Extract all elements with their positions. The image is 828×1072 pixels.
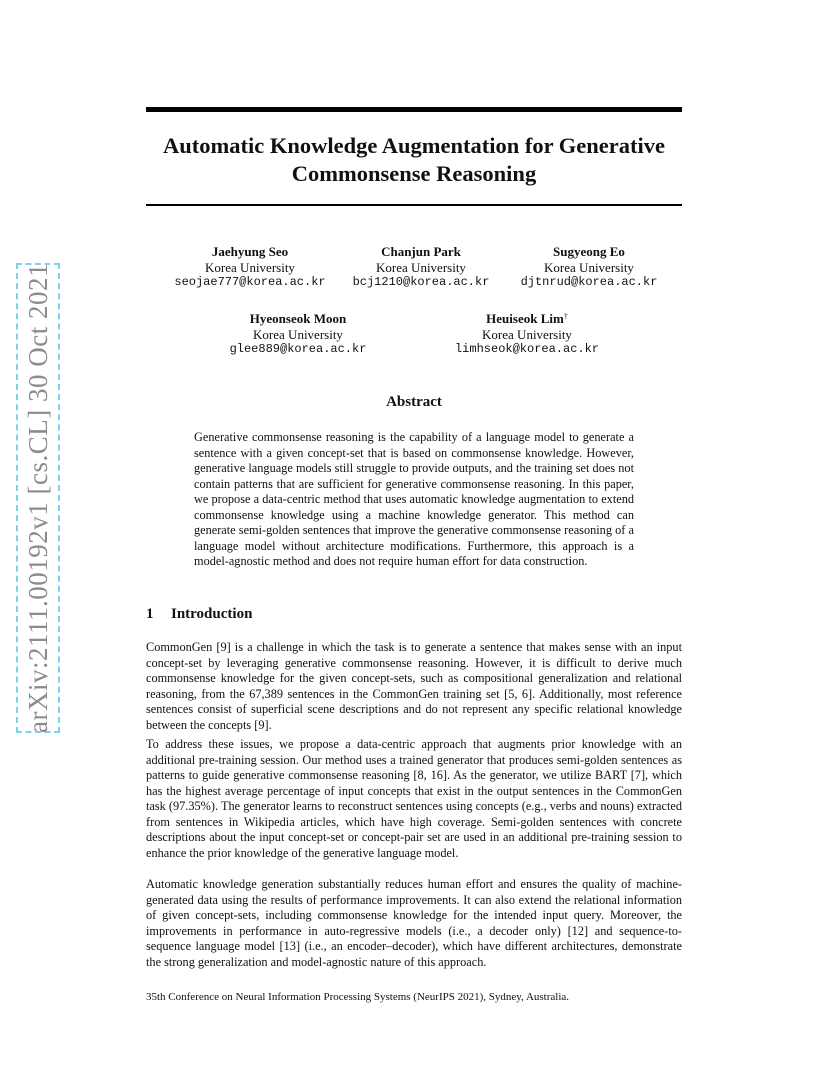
author-block <box>437 311 617 358</box>
author-block <box>499 244 679 291</box>
section-heading <box>146 606 252 623</box>
corresponding-author-mark: † <box>563 312 568 321</box>
author-email[interactable]: bcj1210@korea.ac.kr <box>352 275 490 289</box>
author-name: Chanjun Park <box>381 244 461 259</box>
title-line-2: Commonsense Reasoning <box>291 161 537 186</box>
author-name: Sugyeong Eo <box>553 244 625 259</box>
author-affiliation: Korea University <box>482 326 572 342</box>
title-rule-top <box>146 107 682 112</box>
section-title: Introduction <box>171 606 253 622</box>
arxiv-stamp <box>16 263 60 733</box>
intro-paragraph-2: To address these issues, we propose a data-centric approach that augments prior knowledge with an additional pre-training session. Our method uses a trained generator that produces semi-golden sentences as patterns to guide generative commonsense reasoning [8, 16]. As the generator, we utilize BART [7], which has the highest average percentage of input concepts that exist in the output sentences in the CommonGen task (97.35%). The generator learns to reconstruct sentences using concepts (e.g., verbs and nouns) extracted from sentences in Wikipedia articles, which have high coverage. Semi-golden sentences with concrete descriptions about the input concept-set or concept-pair set are used in an additional pre-training session to enhance the prior knowledge of the generative language model. <box>146 737 682 860</box>
section-number: 1 <box>146 606 154 622</box>
author-affiliation: Korea University <box>253 326 343 342</box>
title-line-1: Automatic Knowledge Augmentation for Generative <box>162 133 666 158</box>
author-email[interactable]: seojae777@korea.ac.kr <box>174 275 326 289</box>
abstract-text: Generative commonsense reasoning is the capability of a language model to generate a sentence with a given concept-set that is based on commonsense knowledge. However, generative language models still struggle to provide outputs, and the training set does not contain patterns that are sufficient for generative commonsense reasoning. In this paper, we propose a data-centric method that uses automatic knowledge augmentation to extend commonsense knowledge using a machine knowledge generator. This method can generate semi-golden sentences that improve the generative commonsense reasoning of a language model without architecture modifications. Furthermore, this approach is a model-agnostic method and does not require human effort for data construction. <box>194 430 634 568</box>
conference-footer: 35th Conference on Neural Information Processing Systems (NeurIPS 2021), Sydney, Australia. <box>146 991 570 1003</box>
author-name: Jaehyung Seo <box>211 244 289 259</box>
author-affiliation: Korea University <box>376 259 466 275</box>
author-name: Heuiseok Lim <box>486 311 564 326</box>
author-affiliation: Korea University <box>205 259 295 275</box>
intro-paragraph-1: CommonGen [9] is a challenge in which the task is to generate a sentence that makes sense with an input concept-set by leveraging generative commonsense reasoning. However, it is difficult to derive much commonsense knowledge for the given concept-sets, such as compositional generalization and relational reasoning, from the 67,389 sentences in the CommonGen training set [5, 6]. Additionally, most reference sentences consist of superficial scene descriptions and do not represent any specific relational knowledge between the concepts [9]. <box>146 640 682 732</box>
author-name: Hyeonseok Moon <box>249 311 347 326</box>
author-name-wrapper <box>437 311 617 327</box>
author-email[interactable]: limhseok@korea.ac.kr <box>454 342 600 356</box>
arxiv-id: arXiv:2111.00192v1 [cs.CL] 30 Oct 2021 <box>22 263 53 733</box>
author-block <box>160 244 340 291</box>
intro-paragraph-3: Automatic knowledge generation substantially reduces human effort and ensures the quality of machine-generated data using the results of performance improvements. It can also extend the relational information of given concept-sets, including commonsense knowledge for the intended input query. Moreover, the improvements in performance in auto-regressive models (i.e., a decoder only) [12] and sequence-to-sequence language model [13] (i.e., an encoder–decoder), which have different architectures, demonstrate the strong generalization and model-agnostic nature of this approach. <box>146 877 682 969</box>
author-block <box>208 311 388 358</box>
title-rule-bottom <box>146 204 682 206</box>
author-affiliation: Korea University <box>544 259 634 275</box>
author-email[interactable]: djtnrud@korea.ac.kr <box>520 275 658 289</box>
author-block <box>331 244 511 291</box>
abstract-heading: Abstract <box>386 394 442 410</box>
paper-title <box>120 132 708 188</box>
author-email[interactable]: glee889@korea.ac.kr <box>229 342 367 356</box>
